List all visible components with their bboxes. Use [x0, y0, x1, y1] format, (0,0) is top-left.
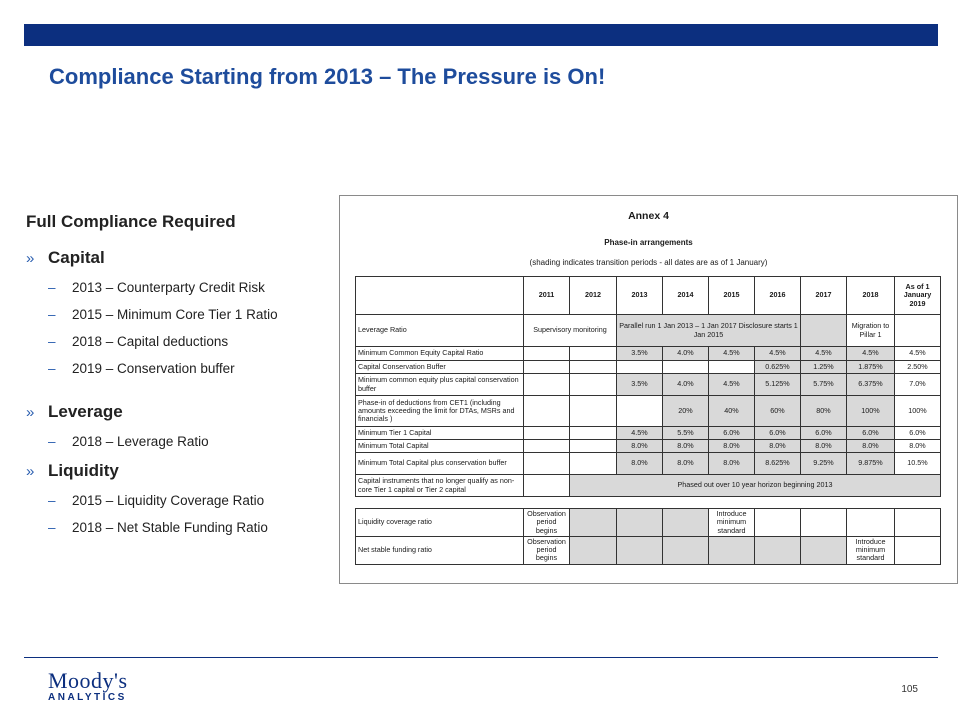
year-header: 2016 — [755, 277, 801, 315]
list-item: – 2013 – Counterparty Credit Risk — [48, 280, 265, 295]
table-row — [356, 536, 941, 564]
table-row — [356, 440, 941, 453]
phase-out-cell: Phased out over 10 year horizon beginning 2013 — [570, 475, 941, 497]
table-row — [356, 427, 941, 440]
table-cell: 4.5% — [847, 347, 895, 361]
table-cell: 8.0% — [709, 440, 755, 453]
table-cell: 4.5% — [895, 347, 941, 361]
table-cell — [617, 361, 663, 374]
table-cell: 8.0% — [895, 440, 941, 453]
table-cell: 6.0% — [801, 427, 847, 440]
table-cell: 8.0% — [617, 453, 663, 475]
table-cell: 8.0% — [847, 440, 895, 453]
table-cell: 8.0% — [663, 453, 709, 475]
row-label: Minimum Total Capital plus conservation buffer — [356, 453, 524, 475]
table-cell — [570, 453, 617, 475]
table-row — [356, 453, 941, 475]
table-row — [356, 374, 941, 396]
table-cell — [663, 361, 709, 374]
table-row — [356, 396, 941, 427]
migration-cell: Migration to Pillar 1 — [847, 315, 895, 347]
group-leverage — [26, 402, 336, 455]
table-cell: 4.5% — [709, 374, 755, 396]
table-cell — [524, 427, 570, 440]
page-number: 105 — [901, 684, 918, 695]
table-cell: 4.5% — [709, 347, 755, 361]
requirements-list — [26, 212, 336, 541]
row-label: Minimum common equity plus capital conservation buffer — [356, 374, 524, 396]
group-capital — [26, 248, 336, 382]
table-cell — [617, 396, 663, 427]
table-cell: 3.5% — [617, 374, 663, 396]
footer-divider — [24, 657, 938, 658]
table-cell — [524, 347, 570, 361]
list-item: – 2015 – Liquidity Coverage Ratio — [48, 493, 265, 508]
table-cell: 1.25% — [801, 361, 847, 374]
phase-in-table — [355, 276, 941, 565]
introduce-cell: Introduce minimum standard — [709, 509, 755, 537]
year-header: 2018 — [847, 277, 895, 315]
year-header: 2017 — [801, 277, 847, 315]
table-cell: 4.5% — [801, 347, 847, 361]
table-cell: 5.75% — [801, 374, 847, 396]
top-banner — [24, 24, 938, 46]
table-cell — [524, 396, 570, 427]
table-cell: 4.0% — [663, 347, 709, 361]
table-cell: 40% — [709, 396, 755, 427]
table-row — [356, 509, 941, 537]
table-cell: 9.875% — [847, 453, 895, 475]
table-cell: 4.5% — [755, 347, 801, 361]
row-label: Phase-in of deductions from CET1 (including amounts exceeding the limit for DTAs, MSRs and financials ) — [356, 396, 524, 427]
table-cell: 8.0% — [617, 440, 663, 453]
table-cell — [570, 347, 617, 361]
table-cell — [524, 374, 570, 396]
table-cell: 20% — [663, 396, 709, 427]
observation-cell: Observation period begins — [524, 536, 570, 564]
table-cell: 4.0% — [663, 374, 709, 396]
list-item: – 2018 – Leverage Ratio — [48, 434, 209, 449]
company-logo: Moody's ANALYTICS — [48, 668, 128, 703]
table-cell — [524, 440, 570, 453]
row-label: Net stable funding ratio — [356, 536, 524, 564]
table-cell: 1.875% — [847, 361, 895, 374]
table-row — [356, 347, 941, 361]
chevron-icon: » — [26, 403, 35, 421]
table-cell: 60% — [755, 396, 801, 427]
table-cell: 0.625% — [755, 361, 801, 374]
table-cell: 80% — [801, 396, 847, 427]
annex-title: Annex 4 — [628, 210, 669, 222]
parallel-run-cell: Parallel run 1 Jan 2013 – 1 Jan 2017 Disclosure starts 1 Jan 2015 — [617, 315, 801, 347]
table-cell: 8.0% — [663, 440, 709, 453]
table-cell: 6.0% — [709, 427, 755, 440]
table-row — [356, 361, 941, 374]
table-cell: 8.625% — [755, 453, 801, 475]
table-cell: 6.375% — [847, 374, 895, 396]
table-cell: 100% — [895, 396, 941, 427]
year-header: 2013 — [617, 277, 663, 315]
table-cell: 9.25% — [801, 453, 847, 475]
table-row — [356, 315, 941, 347]
section-heading: Full Compliance Required — [26, 212, 236, 231]
table-cell: 6.0% — [895, 427, 941, 440]
row-label: Liquidity coverage ratio — [356, 509, 524, 537]
table-cell — [570, 374, 617, 396]
row-label: Capital Conservation Buffer — [356, 361, 524, 374]
table-cell: 100% — [847, 396, 895, 427]
table-cell — [570, 427, 617, 440]
table-cell: 10.5% — [895, 453, 941, 475]
row-label: Minimum Tier 1 Capital — [356, 427, 524, 440]
year-header: As of 1 January 2019 — [895, 277, 941, 315]
table-cell: 4.5% — [617, 427, 663, 440]
supervisory-cell: Supervisory monitoring — [524, 315, 617, 347]
year-header: 2011 — [524, 277, 570, 315]
table-cell: 5.5% — [663, 427, 709, 440]
group-liquidity — [26, 461, 336, 541]
row-label: Capital instruments that no longer qualify as non-core Tier 1 capital or Tier 2 capital — [356, 475, 524, 497]
row-label: Leverage Ratio — [356, 315, 524, 347]
chevron-icon: » — [26, 249, 35, 267]
table-cell: 5.125% — [755, 374, 801, 396]
table-cell — [709, 361, 755, 374]
table-header-row — [356, 277, 941, 315]
row-label: Minimum Total Capital — [356, 440, 524, 453]
table-cell — [570, 361, 617, 374]
annex-4-table-image — [339, 195, 958, 584]
row-label: Minimum Common Equity Capital Ratio — [356, 347, 524, 361]
group-label: Leverage — [48, 402, 123, 421]
table-cell: 8.0% — [755, 440, 801, 453]
table-cell: 7.0% — [895, 374, 941, 396]
list-item: – 2018 – Net Stable Funding Ratio — [48, 520, 268, 535]
list-item: – 2019 – Conservation buffer — [48, 361, 235, 376]
annex-note: (shading indicates transition periods - all dates are as of 1 January) — [529, 258, 768, 267]
annex-subtitle: Phase-in arrangements — [604, 238, 693, 247]
table-cell: 8.0% — [801, 440, 847, 453]
table-row — [356, 475, 941, 497]
table-cell: 3.5% — [617, 347, 663, 361]
year-header: 2015 — [709, 277, 755, 315]
table-cell — [524, 361, 570, 374]
table-cell: 6.0% — [847, 427, 895, 440]
table-cell: 6.0% — [755, 427, 801, 440]
slide-title: Compliance Starting from 2013 – The Pressure is On! — [49, 64, 606, 89]
group-label: Capital — [48, 248, 105, 267]
chevron-icon: » — [26, 462, 35, 480]
year-header: 2014 — [663, 277, 709, 315]
list-item: – 2018 – Capital deductions — [48, 334, 229, 349]
group-label: Liquidity — [48, 461, 119, 480]
table-cell — [524, 453, 570, 475]
table-cell — [570, 396, 617, 427]
table-cell — [570, 440, 617, 453]
observation-cell: Observation period begins — [524, 509, 570, 537]
list-item: – 2015 – Minimum Core Tier 1 Ratio — [48, 307, 278, 322]
table-cell: 2.50% — [895, 361, 941, 374]
table-cell: 8.0% — [709, 453, 755, 475]
year-header: 2012 — [570, 277, 617, 315]
introduce-cell: Introduce minimum standard — [847, 536, 895, 564]
